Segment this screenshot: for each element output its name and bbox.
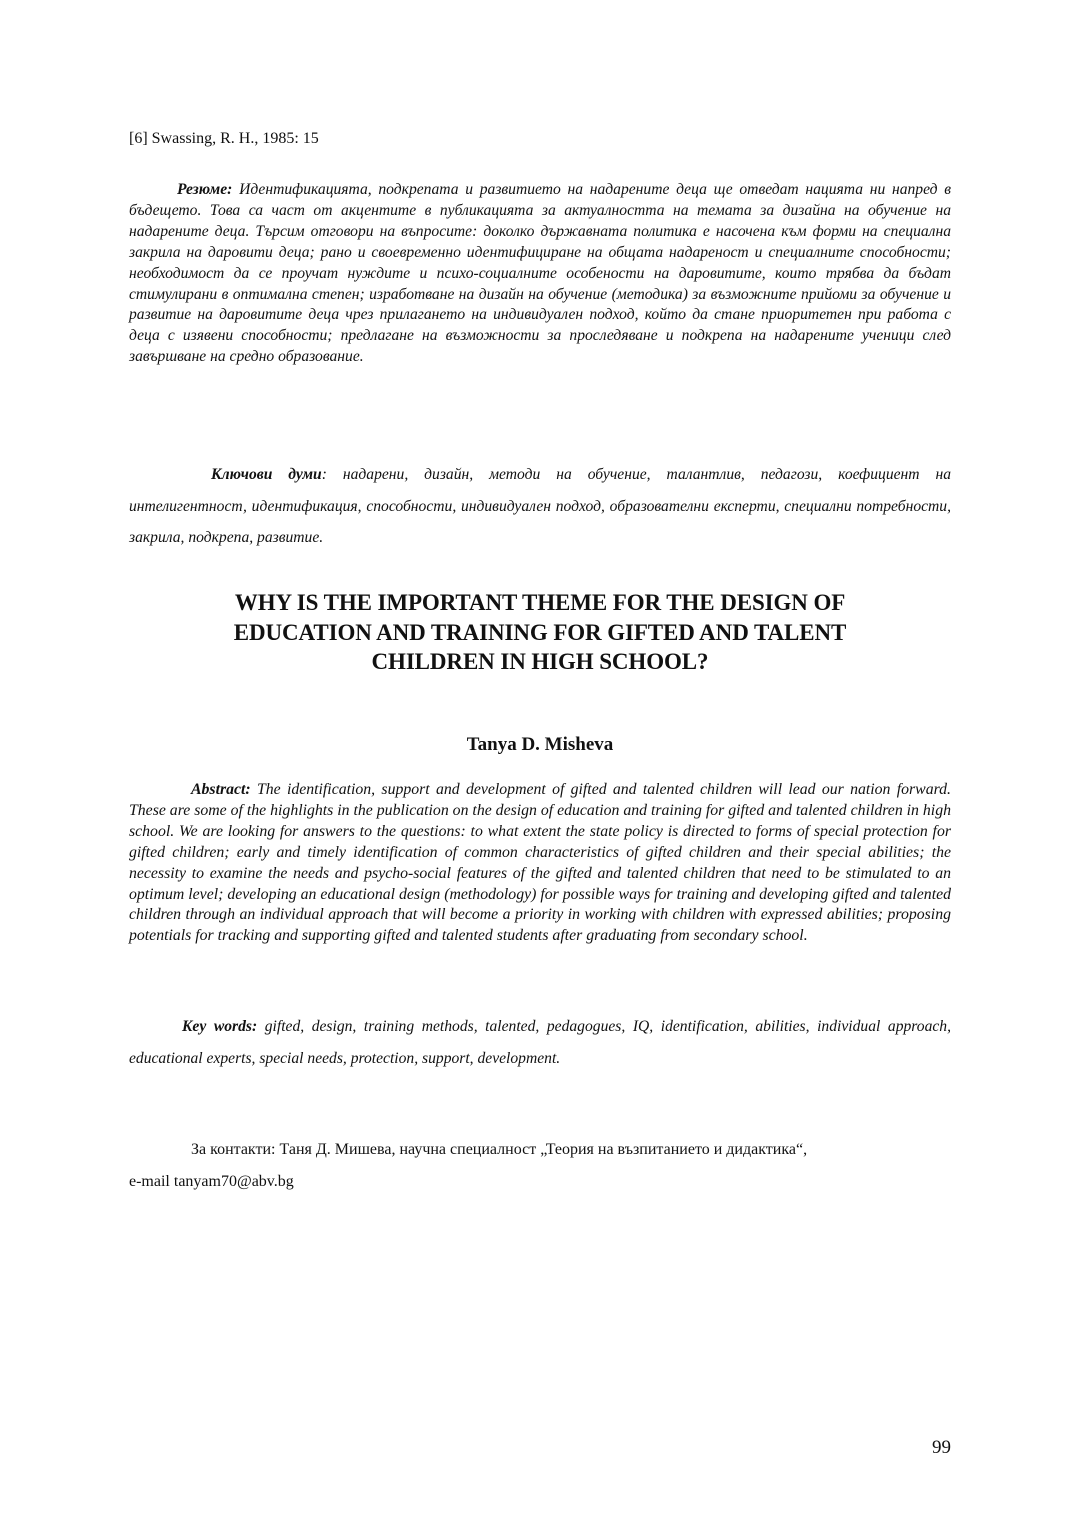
title-line-1: WHY IS THE IMPORTANT THEME FOR THE DESIGN OF	[234, 590, 846, 615]
resume-text: Идентификацията, подкрепата и развитието на надарените деца ще отведат нацията ни напред в бъдещето. Това са част от акцентите в публикацията за актуалността на темата за дизайна на обучение на надарените деца. Търсим отговори на въпросите: доколко държавната политика е насочена към форми на специална закрила на даровити деца; рано и своевременно идентифициране на общата надареност и специалните способности; необходимост да се проучат нуждите и психо-социалните особености на даровитите, които трябва да бъдат стимулирани в оптимална степен; изработване на дизайн на обучение (методика) за възможните прийоми за обучение и развитие на даровитите деца чрез прилагането на индивидуален подход, който да стане приоритетен при работа с деца с изявени способности; предлагане на възможности за проследяване и подкрепа на надарените ученици след завършване на средно образование.	[129, 181, 951, 366]
abstract-label: Abstract:	[191, 781, 251, 798]
paper-title	[129, 588, 951, 677]
keywords-en-text: gifted, design, training methods, talented, pedagogues, IQ, identification, abilities, individual approach, educational experts, special needs, protection, support, development.	[129, 1018, 951, 1067]
reference-line: [6] Swassing, R. H., 1985: 15	[129, 130, 319, 147]
title-line-2: EDUCATION AND TRAINING FOR GIFTED AND TALENT	[233, 619, 847, 645]
contact-line: За контакти: Таня Д. Мишева, научна специалност „Теория на възпитанието и дидактика“,	[191, 1141, 808, 1158]
title-line-3: CHILDREN IN HIGH SCHOOL?	[371, 649, 709, 674]
keywords-bg-text: : надарени, дизайн, методи на обучение, талантлив, педагози, коефициент на интелигентност, идентификация, способности, индивидуален подход, образователни експерти, специални потребности, закрила, подкрепа, развитие.	[129, 466, 951, 546]
contact-email: e-mail tanyam70@abv.bg	[129, 1173, 294, 1190]
keywords-bg-label: Ключови думи	[211, 466, 322, 483]
abstract-paragraph	[129, 780, 951, 947]
keywords-bg-paragraph	[129, 459, 951, 554]
page-number: 99	[932, 1437, 951, 1458]
keywords-en-paragraph	[129, 1011, 951, 1074]
resume-label: Резюме:	[177, 181, 233, 198]
keywords-en-label: Key words:	[182, 1018, 258, 1035]
abstract-text: The identification, support and development of gifted and talented children will lead our nation forward. These are some of the highlights in the publication on the design of education and training for gifted and talented children in high school. We are looking for answers to the questions: to what extent the state policy is directed to forms of special protection for gifted children; early and timely identification of common characteristics of gifted children and their special abilities; the necessity to examine the needs and psycho-social features of the gifted and talented children that need to be stimulated to an optimum level; developing an educational design (methodology) for possible ways for training and developing gifted and talented children through an individual approach that will become a priority in working with children with expressed abilities; proposing potentials for tracking and supporting gifted and talented students after graduating from secondary school.	[129, 781, 951, 945]
resume-paragraph	[129, 180, 951, 368]
author-name: Tanya D. Misheva	[466, 734, 614, 755]
